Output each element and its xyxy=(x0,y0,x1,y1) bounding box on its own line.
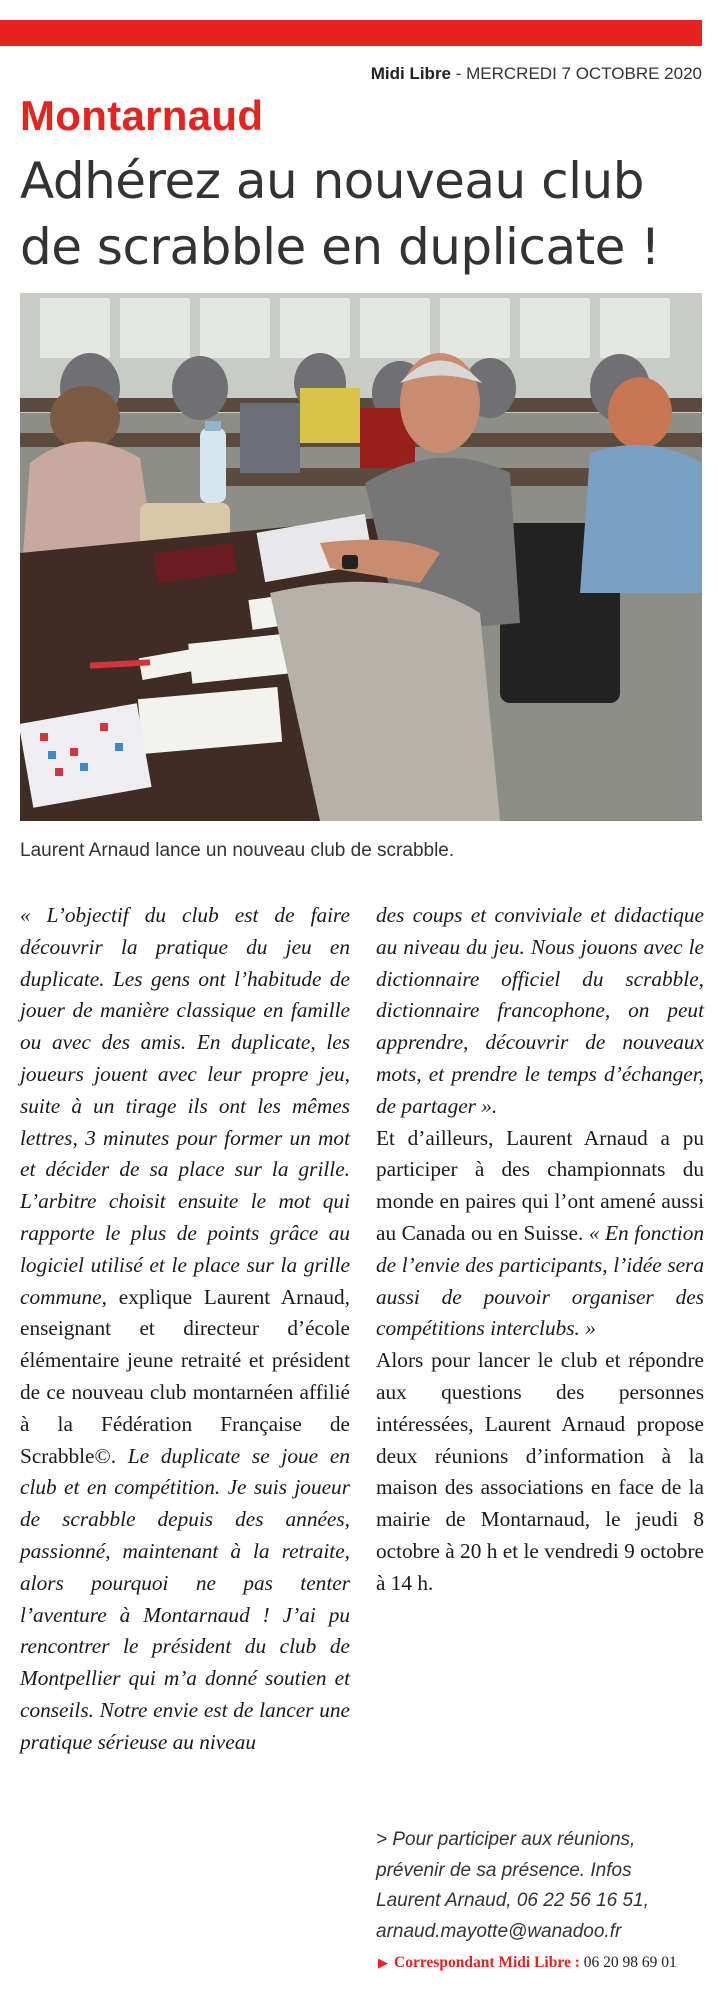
correspondent-label: Correspondant Midi Libre : xyxy=(394,1954,580,1971)
info-email[interactable]: arnaud.mayotte@wanadoo.fr xyxy=(376,1920,622,1942)
article-photo xyxy=(20,293,702,821)
masthead-separator: - xyxy=(451,64,467,83)
paper-name: Midi Libre xyxy=(370,64,452,83)
article-column-left xyxy=(20,900,350,1759)
arrow-right-icon: ▶ xyxy=(378,1955,388,1970)
article-column-right xyxy=(376,900,704,1600)
article-headline xyxy=(20,148,700,280)
quote-intro: « L’objectif du club est de faire découvrir la pratique du jeu en duplicate. Les gens ont l’habitude de jouer de manière classique en famille ou avec des amis. En duplicate, les joueurs jouent avec leur propre jeu, suite à un tirage ils ont les mêmes lettres, 3 minutes pour former un mot et décider de sa place sur la grille. L’arbitre choisit ensuite le mot qui rapporte le plus de points grâce au logiciel utilisé et le place sur la grille commune, xyxy=(20,903,350,1309)
info-box xyxy=(376,1825,706,1947)
town-heading: Montarnaud xyxy=(20,92,264,139)
headline-line-2: de scrabble en duplicate ! xyxy=(20,218,660,276)
quote-continuation: Le duplicate se joue en club et en compétition. Je suis joueur de scrabble depuis des années, passionné, maintenant à la retraite, alors pourquoi ne pas tenter l’aventure à Montarnaud ! J’ai pu rencontrer le président du club de Montpellier qui m’a donné soutien et conseils. Notre envie est de lancer une pratique sérieuse au niveau xyxy=(20,1443,350,1754)
info-line-3: Laurent Arnaud, 06 22 56 16 51, xyxy=(376,1890,649,1911)
paragraph-meetings: Alors pour lancer le club et répondre aux questions des personnes intéressées, Laurent Arnaud propose deux réunions d’information à la maison des associations en face de la mairie de Montarnaud, le jeudi 8 octobre à 20 h et le vendredi 9 octobre à 14 h. xyxy=(376,1348,704,1595)
masthead xyxy=(371,64,702,84)
headline-line-1: Adhérez au nouveau club xyxy=(20,152,644,210)
correspondent-phone: 06 20 98 69 01 xyxy=(579,1954,677,1971)
quote-end: des coups et conviviale et didactique au niveau du jeu. Nous jouons avec le dictionnaire officiel du scrabble, dictionnaire francophone, on peut apprendre, découvrir de nouveaux mots, et prendre le temps d’échanger, de partager ». xyxy=(376,903,704,1118)
correspondent-line xyxy=(378,1954,677,1972)
photo-caption: Laurent Arnaud lance un nouveau club de scrabble. xyxy=(20,840,455,861)
championships-quote: « En fonction de l’envie des participants, l’idée sera aussi de pouvoir organiser des compétitions interclubs. » xyxy=(376,1220,704,1341)
paragraph-championships xyxy=(376,1123,704,1346)
left-paragraph xyxy=(20,900,350,1759)
top-red-banner xyxy=(0,20,702,46)
championships-text: Et d’ailleurs, Laurent Arnaud a pu participer à des championnats du monde en paires qui l’ont amené aussi au Canada ou en Suisse. xyxy=(376,1125,704,1245)
info-line-1: > Pour participer aux réunions, xyxy=(376,1829,636,1850)
scrabble-hall-illustration xyxy=(20,293,702,821)
publication-date: MERCREDI 7 OCTOBRE 2020 xyxy=(466,64,702,83)
narration-text: explique Laurent Arnaud, enseignant et directeur d’école élémentaire jeune retraité et président de ce nouveau club montarnéen affilié à la Fédération Française de Scrabble©. xyxy=(20,1284,350,1468)
info-line-2: prévenir de sa présence. Infos xyxy=(376,1859,632,1881)
